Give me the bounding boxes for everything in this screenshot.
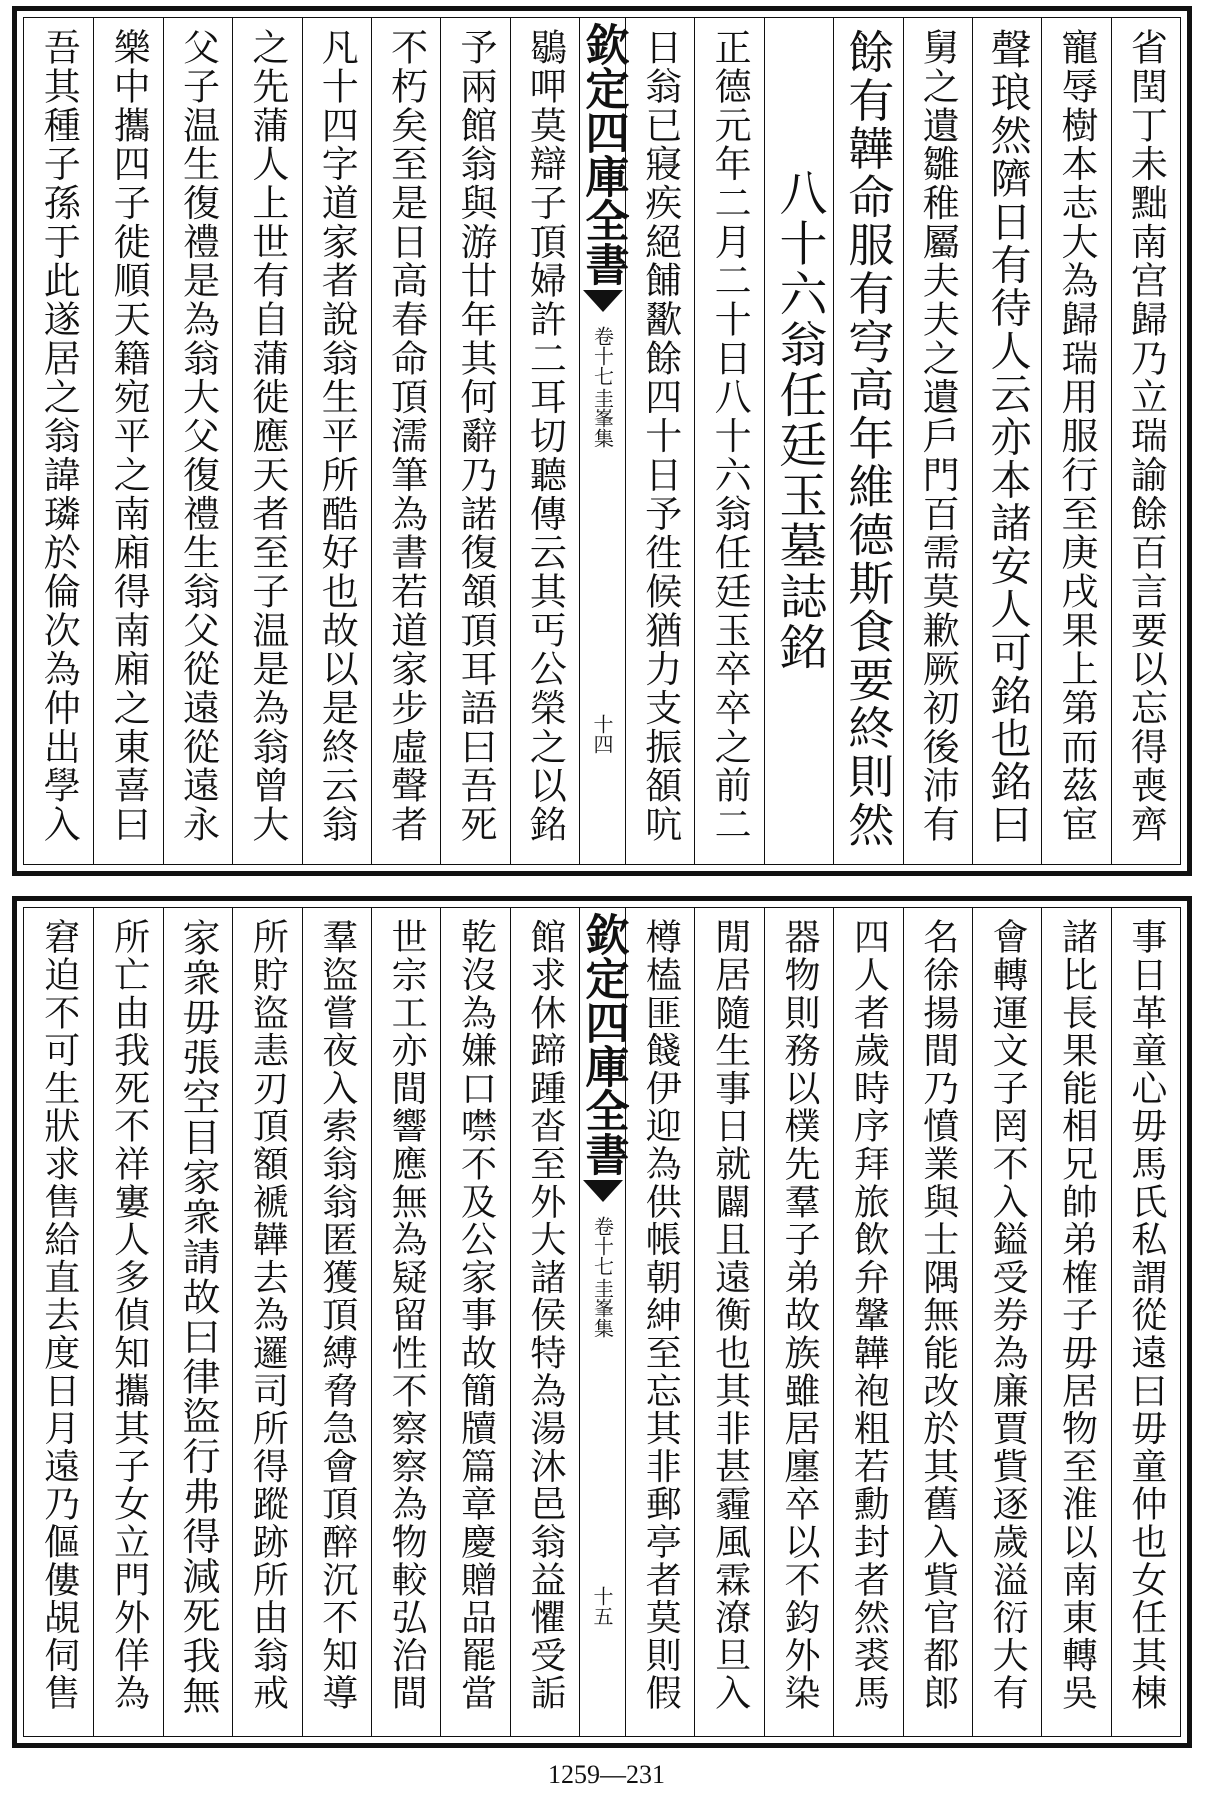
text-column: 諸比長果能相兄帥弟榷子毋居物至淮以南東轉吳	[1041, 908, 1110, 1736]
book-info	[590, 1216, 615, 1338]
text-column: 正德元年二月二十日八十六翁任廷玉卒卒之前二	[694, 18, 763, 864]
text-column: 凡十四字道家者說翁生平所酷好也故以是終云翁	[302, 18, 371, 864]
text-column: 世宗工亦間響應無為疑留性不察察為物較弘治間	[371, 908, 440, 1736]
volume-label: 卷十七	[590, 1216, 615, 1276]
volume-label: 卷十七	[590, 326, 615, 386]
bottom-page-frame	[23, 907, 1181, 1737]
text-column: 器物則務以樸先羣子弟故族雖居廛卒以不鈞外染	[764, 908, 833, 1736]
text-column: 羣盜嘗夜入索翁翁匿獲頂縛脅急會頂醉沉不知導	[302, 908, 371, 1736]
text-column: 餘有韡命服有穹高年維德斯食要終則然	[833, 18, 902, 864]
page-number: 1259—231	[548, 1760, 665, 1789]
top-page-frame	[23, 17, 1181, 865]
text-column: 會轉運文子罔不入鎰受券為廉賈貲逐歲溢衍大有	[972, 908, 1041, 1736]
book-title: 圭峯集	[590, 388, 615, 448]
text-column: 吾其種子孫于此遂居之翁諱璘於倫次為仲出學入	[37, 28, 81, 844]
text-column: 鶡呷莫辯子頂婦許二耳切聽傳云其丐公榮之以銘	[510, 18, 579, 864]
epitaph-title: 八十六翁任廷玉墓誌銘	[764, 18, 833, 864]
text-column: 日翁已寢疾絕餔歠餘四十日予徃候猶力支振頟吭	[625, 18, 694, 864]
center-fold	[577, 18, 629, 864]
text-column: 予兩館翁與游廿年其何辭乃諾復頷頂耳語曰吾死	[440, 18, 509, 864]
book-title: 圭峯集	[590, 1278, 615, 1338]
text-column: 家衆毋張空目家衆請故曰律盜行弗得減死我無	[163, 908, 232, 1736]
text-column: 省閏丁未黜南宫歸乃立瑞諭餘百言要以忘得喪齊	[1111, 18, 1180, 864]
text-column: 乾沒為嫌口噤不及公家事故簡牘篇章慶贈品罷當	[440, 908, 509, 1736]
text-column: 寵辱樹本志大為歸瑞用服行至庚戌果上第而茲宦	[1041, 18, 1110, 864]
text-column: 四人者歲時序拜旅飲弁鞶韡袍粗若勳封者然裘馬	[833, 908, 902, 1736]
collection-title: 欽定四庫全書	[577, 912, 629, 1176]
text-column: 閒居隨生事日就闢且遠衡也其非甚霾風霖潦旦入	[694, 908, 763, 1736]
center-fold	[577, 908, 629, 1736]
fish-tail-mark	[583, 1180, 623, 1202]
text-column: 父子温生復禮是為翁大父復禮生翁父從遠從遠永	[163, 18, 232, 864]
top-page	[12, 6, 1192, 876]
text-column: 名徐揚間乃憤業與士隅無能改於其舊入貲官都郎	[903, 908, 972, 1736]
fish-tail-mark	[583, 290, 623, 312]
text-column: 事日革童心毋馬氏私謂從遠曰毋童仲也女任其棟	[1111, 908, 1180, 1736]
text-column: 窘迫不可生狀求售給直去度日月遠乃傴僂覘伺售	[38, 918, 80, 1712]
text-column: 聲琅然隮日有待人云亦本諸安人可銘也銘曰	[972, 18, 1041, 864]
text-column: 舅之遺雛稚屬夫夫之遺戶門百需莫歉厥初後沛有	[903, 18, 972, 864]
folio-number: 十四	[590, 714, 614, 754]
collection-title: 欽定四庫全書	[577, 22, 629, 286]
text-column: 館求休蹄踵沓至外大諸侯特為湯沐邑翁益懼受詬	[510, 908, 579, 1736]
text-column: 所貯盜恚刃頂額褫韡去為邏司所得蹤跡所由翁戒	[232, 908, 301, 1736]
text-column: 樽榼匪餞伊迎為供帳朝紳至忘其非郵亭者莫則假	[625, 908, 694, 1736]
text-column: 之先蒲人上世有自蒲徙應天者至子温是為翁曾大	[232, 18, 301, 864]
bottom-page	[12, 896, 1192, 1748]
text-column: 樂中攜四子徙順天籍宛平之南廂得南廂之東喜曰	[93, 18, 162, 864]
text-column: 不朽矣至是日高春命頂濡筆為書若道家步虛聲者	[371, 18, 440, 864]
text-column: 所亡由我死不祥寠人多偵知攜其子女立門外佯為	[93, 908, 162, 1736]
folio-number: 十五	[590, 1586, 614, 1626]
book-info	[590, 326, 615, 448]
